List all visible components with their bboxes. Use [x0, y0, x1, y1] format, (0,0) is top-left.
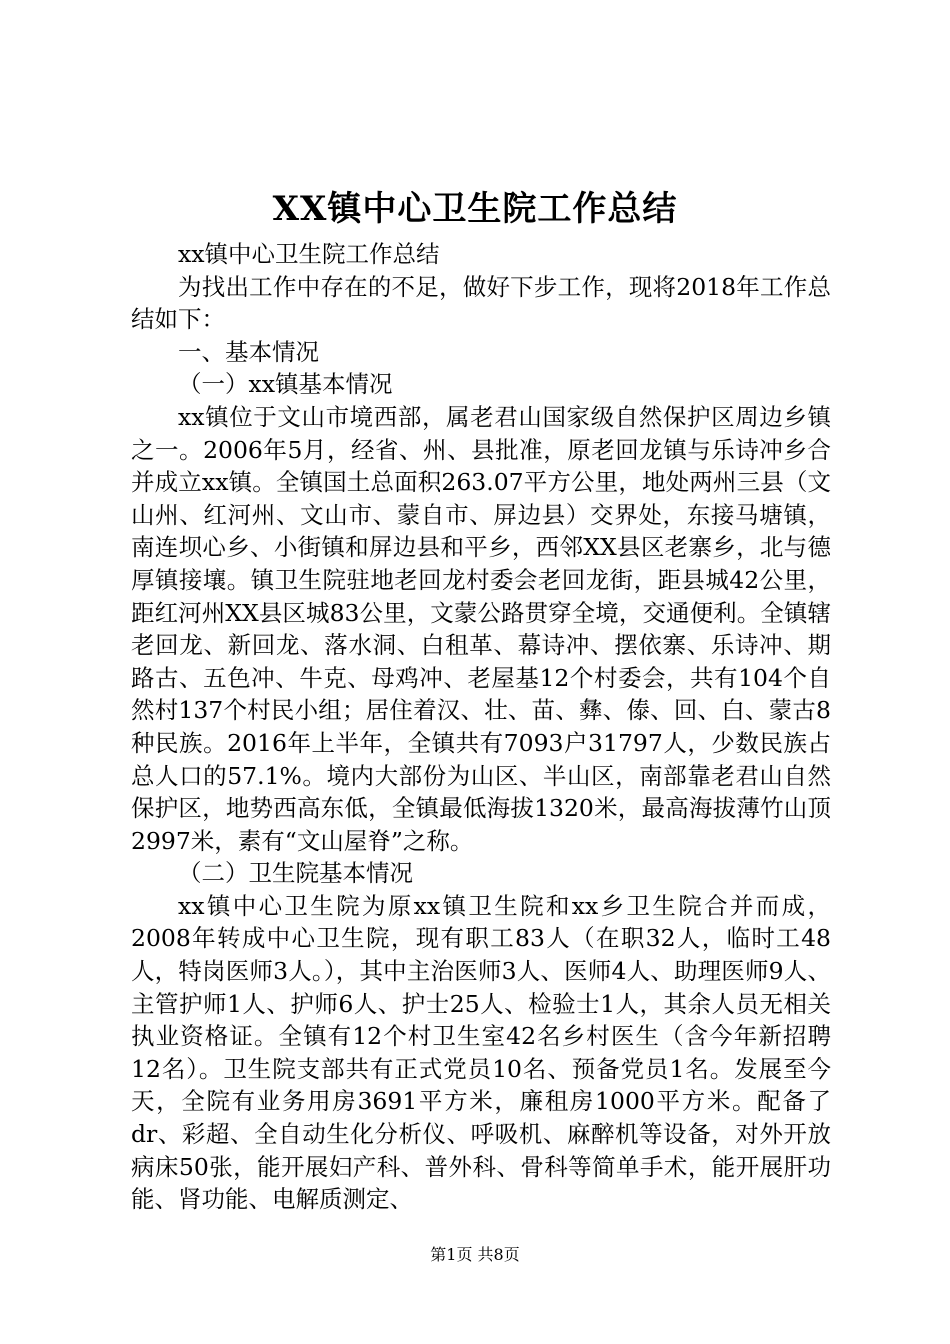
page-footer: 第1页 共8页 [430, 1245, 520, 1264]
section-heading-basic: 一、基本情况 [178, 337, 319, 366]
document-title: XX镇中心卫生院工作总结 [272, 189, 678, 229]
subsection-heading-hospital: （二）卫生院基本情况 [178, 859, 413, 888]
hospital-info-paragraph: xx镇中心卫生院为原xx镇卫生院和xx乡卫生院合并而成，2008年转成中心卫生院，现有职工83人（在职32人，临时工48人，特岗医师3人。），其中主治医师3人、医师4人、助理医师9人、主管护师1人、护师6人、护士25人、检验士1人，其余人员无相关执业资格证。全镇有12个村卫生室42名乡村医生（含今年新招聘12名）。卫生院支部共有正式党员10名、预备党员1名。发展至今天，全院有业务用房3691平方米，廉租房1000平方米。配备了dr、彩超、全自动生化分析仪、呼吸机、麻醉机等设备，对外开放病床50张，能开展妇产科、普外科、骨科等简单手术，能开展肝功能、肾功能、电解质测定、 [131, 891, 831, 1214]
document-body [131, 238, 831, 1216]
intro-paragraph: 为找出工作中存在的不足，做好下步工作，现将2018年工作总结如下： [131, 272, 831, 334]
town-info-paragraph: xx镇位于文山市境西部，属老君山国家级自然保护区周边乡镇之一。2006年5月，经省、州、县批准，原老回龙镇与乐诗冲乡合并成立xx镇。全镇国土总面积263.07平方公里，地处两州三县（文山州、红河州、文山市、蒙自市、屏边县）交界处，东接马塘镇，南连坝心乡、小街镇和屏边县和平乡，西邻XX县区老寨乡，北与德厚镇接壤。镇卫生院驻地老回龙村委会老回龙街，距县城42公里，距红河州XX县区城83公里，文蒙公路贯穿全境，交通便利。全镇辖老回龙、新回龙、落水洞、白租革、幕诗冲、摆依寨、乐诗冲、期路古、五色冲、牛克、母鸡冲、老屋基12个村委会，共有104个自然村137个村民小组；居住着汉、壮、苗、彝、傣、回、白、蒙古8种民族。2016年上半年，全镇共有7093户31797人，少数民族占总人口的57.1%。境内大部份为山区、半山区，南部靠老君山自然保护区，地势西高东低，全镇最低海拔1320米，最高海拔薄竹山顶2997米，素有“文山屋脊”之称。 [131, 402, 831, 855]
subtitle-paragraph: xx镇中心卫生院工作总结 [178, 240, 440, 268]
subsection-heading-town: （一）xx镇基本情况 [178, 370, 393, 399]
